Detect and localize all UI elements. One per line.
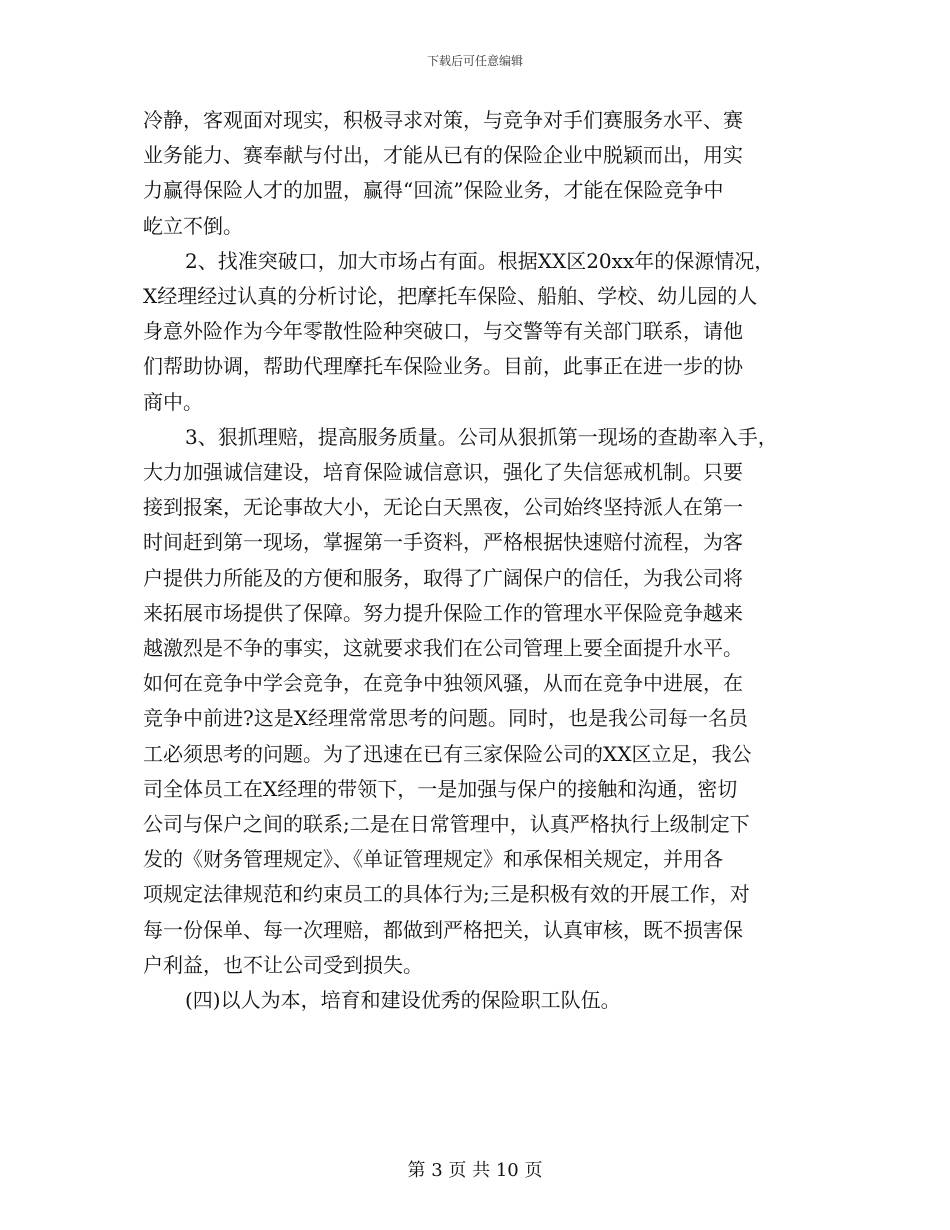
text-line: 司全体员工在X经理的带领下，一是加强与保户的接触和沟通，密切: [143, 776, 738, 801]
text-line: 身意外险作为今年零散性险种突破口，与交警等有关部门联系，请他: [143, 319, 743, 344]
page-header: 下载后可任意编辑: [426, 54, 523, 68]
text-line: 业务能力、赛奉献与付出，才能从已有的保险企业中脱颖而出，用实: [143, 143, 743, 168]
text-line: 们帮助协调，帮助代理摩托车保险业务。目前，此事正在进一步的协: [143, 354, 743, 379]
text-line: 如何在竞争中学会竞争，在竞争中独领风骚，从而在竞争中进展，在: [143, 671, 743, 696]
text-line: 时间赶到第一现场，掌握第一手资料，严格根据快速赔付流程，为客: [143, 530, 743, 555]
text-line: 3、狠抓理赔，提高服务质量。公司从狠抓第一现场的查勘率入手，: [185, 424, 778, 449]
text-line: 力赢得保险人才的加盟，赢得“回流”保险业务，才能在保险竞争中: [143, 178, 724, 203]
text-line: 越激烈是不争的事实，这就要求我们在公司管理上要全面提升水平。: [143, 636, 743, 660]
text-line: 冷静，客观面对现实，积极寻求对策，与竞争对手们赛服务水平、赛: [143, 108, 743, 132]
text-line: 公司与保户之间的联系;二是在日常管理中，认真严格执行上级制定下: [143, 812, 750, 836]
text-line: 屹立不倒。: [143, 213, 243, 238]
text-line: 竞争中前进?这是X经理常常思考的问题。同时，也是我公司每一名员: [143, 706, 748, 731]
text-line: 接到报案，无论事故大小，无论白天黑夜，公司始终坚持派人在第一: [143, 495, 743, 520]
text-line: X经理经过认真的分析讨论，把摩托车保险、船舶、学校、幼儿园的人: [143, 284, 758, 308]
page-footer: 第 3 页 共 10 页: [407, 1160, 543, 1181]
text-line: 户提供力所能及的方便和服务，取得了广阔保户的信任，为我公司将: [143, 565, 743, 590]
text-line: 商中。: [143, 389, 203, 414]
text-line: 项规定法律规范和约束员工的具体行为;三是积极有效的开展工作，对: [143, 882, 750, 907]
text-line: 来拓展市场提供了保障。努力提升保险工作的管理水平保险竞争越来: [143, 600, 743, 625]
text-line: (四)以人为本，培育和建设优秀的保险职工队伍。: [185, 988, 621, 1012]
text-line: 工必须思考的问题。为了迅速在已有三家保险公司的XX区立足，我公: [143, 741, 752, 766]
text-line: 2、找准突破口，加大市场占有面。根据XX区20xx年的保源情况，: [185, 248, 775, 273]
text-line: 发的《财务管理规定》、《单证管理规定》和承保相关规定，并用各: [143, 847, 723, 872]
text-line: 大力加强诚信建设，培育保险诚信意识，强化了失信惩戒机制。只要: [143, 460, 743, 484]
text-line: 每一份保单、每一次理赔，都做到严格把关，认真审核，既不损害保: [143, 917, 743, 942]
text-line: 户利益，也不让公司受到损失。: [143, 952, 423, 977]
